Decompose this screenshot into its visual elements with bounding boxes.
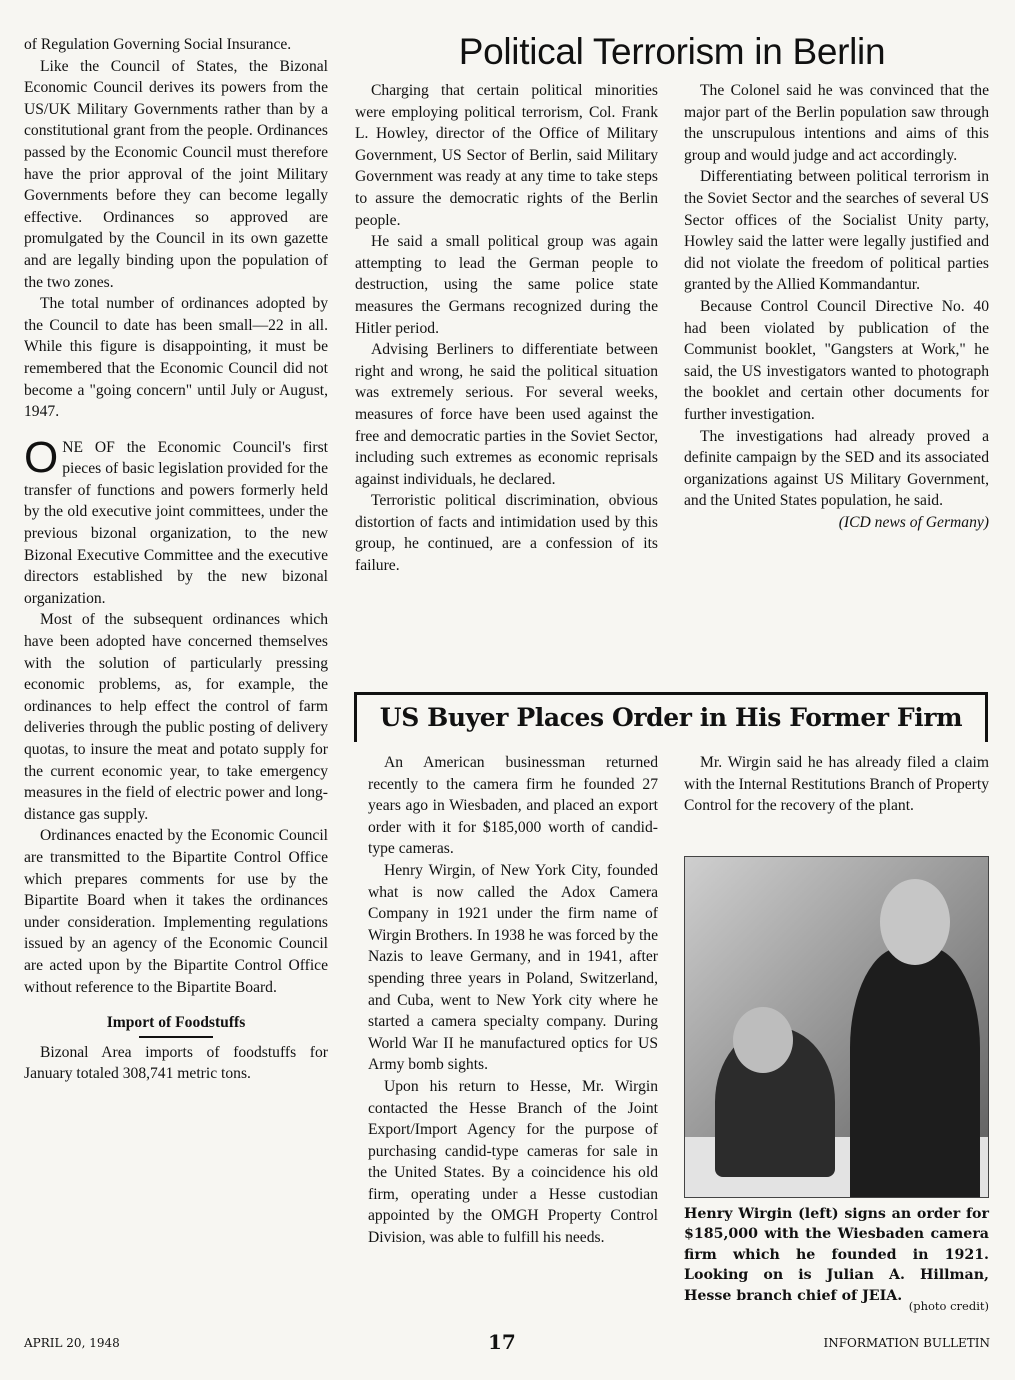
- photo-head-standing: [880, 879, 950, 965]
- berlin-article-middle-column: [355, 80, 658, 577]
- paragraph: Like the Council of States, the Bizonal Economic Council derives its powers from the US/UK Military Governments rather than by a constitutional grant from the people. Ordinances passed by the Economic Council must therefore have the prior approval of the joint Military Governments before they can become legally effective. Ordinances so approved are promulgated by the Council in its own gazette and are legally binding upon the population of the two zones.: [24, 57, 328, 291]
- dropcap-text: NE OF the Economic Council's first pieces of basic legislation provided for the transfer of functions and powers formerly held by the old executive joint committees, under the previous bizonal organization, to the new Bizonal Executive Committee and the executive directors established by the new bizonal organization.: [24, 438, 328, 607]
- paragraph: An American businessman returned recently to the camera firm he founded 27 years ago in Wiesbaden, and placed an export order with it for $185,000 worth of candid-type cameras.: [368, 754, 658, 858]
- paragraph: Henry Wirgin, of New York City, founded what is now called the Adox Camera Company in 1921 under the firm name of Wirgin Brothers. In 1938 he was forced by the Nazis to leave Germany, and in 1941, after spending three years in Poland, Switzerland, and Cuba, went to New York city where he started a camera specialty company. During World War II he manufactured optics for US Army bomb sights.: [368, 861, 658, 1074]
- paragraph: Ordinances enacted by the Economic Council are transmitted to the Bipartite Control Office which prepares comments for use by the Bipartite Board when it takes the ordinances under consideration. Implementing regulations issued by an agency of the Economic Council are acted upon by the Bipartite Control Office without reference to the Bipartite Board.: [24, 827, 328, 996]
- headline-us-buyer: US Buyer Places Order in His Former Firm: [379, 703, 963, 732]
- photo-credit: (photo credit): [908, 1299, 989, 1313]
- photo-caption: Henry Wirgin (left) signs an order for $185,000 with the Wiesbaden camera firm which he founded in 1921. Looking on is Julian A. Hillman, Hesse branch chief of JEIA.: [684, 1206, 989, 1304]
- photo-head-seated: [733, 1007, 793, 1073]
- buyer-article-middle-column: [368, 752, 658, 1249]
- footer-date: APRIL 20, 1948: [24, 1336, 120, 1350]
- paragraph: Charging that certain political minorities were employing political terrorism, Col. Frank L. Howley, director of the Office of Military Government, US Sector of Berlin, said Military Government was ready at any time to take steps to assure the democratic rights of the Berlin people.: [355, 82, 658, 229]
- paragraph: of Regulation Governing Social Insurance.: [24, 36, 292, 53]
- subhead-rule: [139, 1036, 213, 1038]
- paragraph: Upon his return to Hesse, Mr. Wirgin contacted the Hesse Branch of the Joint Export/Import Agency for the purpose of purchasing candid-type cameras for sale in the United States. By a coincidence his old firm, operating under a Hesse custodian appointed by the OMGH Property Control Division, was able to fulfill his needs.: [368, 1077, 658, 1247]
- paragraph: Most of the subsequent ordinances which have been adopted have concerned themselves with the solution of particularly pressing economic problems, as, for example, the ordinances to help effect the control of farm deliveries through the public posting of delivery quotas, to insure the meat and potato supply for the current economic year, to take emergency measures in the field of electric power and long-distance gas supply.: [24, 611, 328, 823]
- paragraph: Bizonal Area imports of foodstuffs for January totaled 308,741 metric tons.: [24, 1043, 328, 1083]
- paragraph: Because Control Council Directive No. 40 had been violated by publication of the Communist booklet, "Gangsters at Work," he said, the US investigators wanted to photograph the booklet and certain other documents for further investigation.: [684, 297, 989, 423]
- dropcap-paragraph: [24, 432, 328, 610]
- headline-box: [354, 692, 988, 742]
- paragraph: Terroristic political discrimination, obvious distortion of facts and intimidation used by this group, he continued, are a confession of its failure.: [355, 492, 658, 575]
- photo-wirgin-signing: [684, 856, 989, 1198]
- headline-political-terrorism: Political Terrorism in Berlin: [458, 31, 886, 72]
- paragraph: Differentiating between political terrorism in the Soviet Sector and the searches of several US Sector offices of the Socialist Unity party, Howley said the latter were legally justified and did not violate the freedom of political parties granted by the Allied Kommandantur.: [684, 168, 989, 294]
- left-column: [24, 34, 328, 1085]
- paragraph: The Colonel said he was convinced that the major part of the Berlin population saw through the unscrupulous intentions and aims of this group and would judge and act accordingly.: [684, 82, 989, 164]
- paragraph: Mr. Wirgin said he has already filed a claim with the Internal Restitutions Branch of Property Control for the recovery of the plant.: [684, 754, 989, 815]
- photo-figure-standing: [850, 947, 980, 1198]
- berlin-article-right-column: [684, 80, 989, 533]
- news-credit: (ICD news of Germany): [838, 513, 989, 531]
- paragraph: Advising Berliners to differentiate between right and wrong, he said the political situation was extremely serious. For several weeks, measures of force have been used against the free and democratic parties in the Soviet Sector, including such extremes as economic reprisals against individuals, he declared.: [355, 341, 658, 488]
- paragraph: The total number of ordinances adopted by the Council to date has been small—22 in all. While this figure is disappointing, it must be remembered that the Economic Council did not become a "going concern" until July or August, 1947.: [24, 295, 328, 421]
- page-number: 17: [488, 1330, 516, 1354]
- subhead-import-foodstuffs: Import of Foodstuffs: [106, 1014, 246, 1032]
- buyer-article-right-column: [684, 752, 989, 817]
- paragraph: He said a small political group was again attempting to lead the German people to destruction, using the same police state measures the Germans recognized during the Hitler period.: [355, 233, 658, 337]
- dropcap-letter: O: [24, 432, 59, 482]
- paragraph: The investigations had already proved a definite campaign by the SED and its associated organizations against US Military Government, and the United States population, he said.: [684, 427, 989, 510]
- publication-name: INFORMATION BULLETIN: [823, 1336, 990, 1350]
